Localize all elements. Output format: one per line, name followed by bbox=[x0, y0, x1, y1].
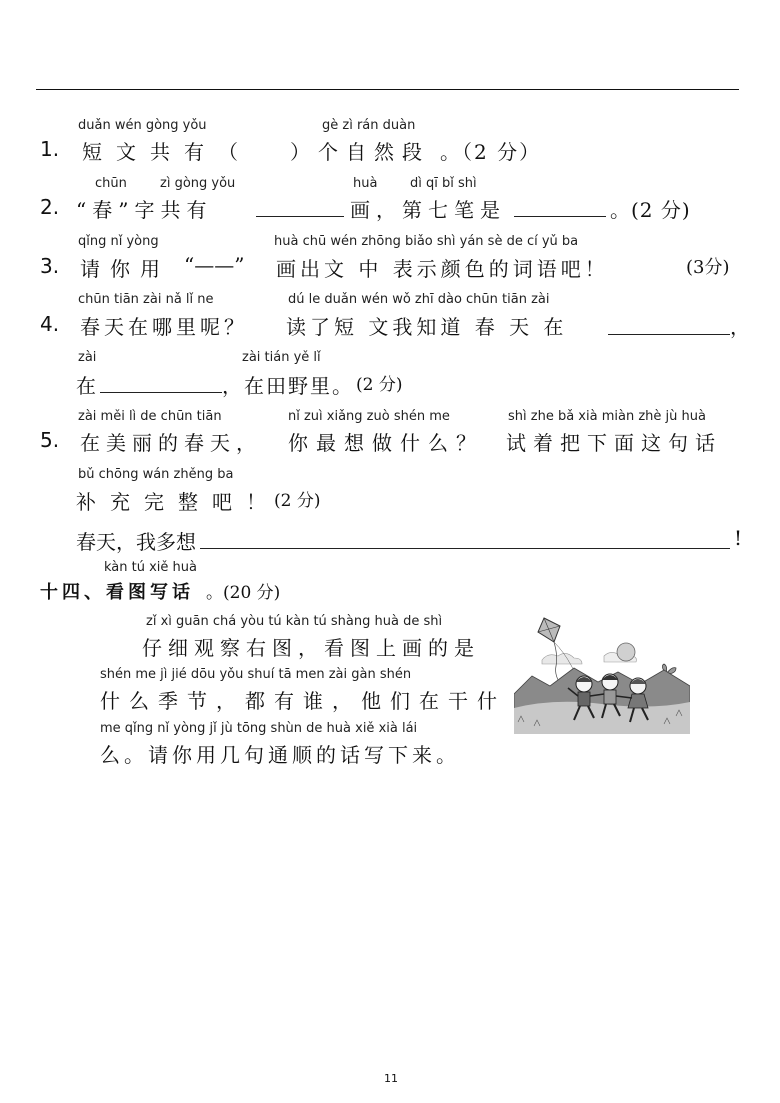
q5-pinyin-b: nǐ zuì xiǎng zuò shén me bbox=[288, 409, 450, 424]
q2-text-a: “春”字共有 bbox=[76, 198, 213, 222]
q5-pinyin-a: zài měi lì de chūn tiān bbox=[78, 409, 222, 424]
spring-kite-illustration bbox=[514, 612, 690, 734]
q2-text-b: 画，第七笔是 bbox=[350, 198, 506, 222]
q4-number: 4. bbox=[40, 312, 60, 336]
q4-blank-1[interactable] bbox=[608, 316, 730, 339]
q2-number: 2. bbox=[40, 195, 60, 219]
q2-pinyin-c: huà bbox=[353, 176, 378, 191]
q2-pinyin-d: dì qī bǐ shì bbox=[410, 176, 477, 191]
q5-answer-suffix: ! bbox=[734, 526, 743, 550]
q2-blank-seventh-stroke[interactable] bbox=[514, 198, 606, 221]
q4-blank-2[interactable] bbox=[100, 374, 222, 397]
q3-score: (3分) bbox=[686, 257, 730, 278]
q5-text-d: 补充完整吧！ bbox=[76, 490, 280, 514]
q1-text-b: ）个自然段 bbox=[290, 140, 430, 164]
q3-text-b: 画出文 中 表示颜色的词语吧！ bbox=[276, 257, 609, 281]
q2-score: 。(2 分) bbox=[610, 198, 691, 222]
page-number: 11 bbox=[384, 1072, 398, 1085]
q1-score: 。（2 分） bbox=[440, 140, 542, 164]
q4-text-a: 春天在哪里呢？ bbox=[80, 315, 248, 339]
q4-text-d: ，在田野里。 bbox=[222, 374, 354, 398]
q5-pinyin-c: shì zhe bǎ xià miàn zhè jù huà bbox=[508, 409, 706, 424]
q5-pinyin-d: bǔ chōng wán zhěng ba bbox=[78, 467, 234, 482]
q1-pinyin-b: gè zì rán duàn bbox=[322, 118, 416, 133]
q2-pinyin-a: chūn bbox=[95, 176, 127, 191]
q1-text-a: 短文共有（ bbox=[82, 140, 252, 164]
q4-text-b: 读了短 文我知道 春 天 在 bbox=[286, 315, 568, 339]
s14-line2: 什么季节，都有谁，他们在干什 bbox=[100, 689, 506, 713]
s14-line2-pinyin: shén me jì jié dōu yǒu shuí tā men zài gàn shén bbox=[100, 667, 412, 682]
s14-line3: 么。请你用几句通顺的话写下来。 bbox=[100, 743, 460, 767]
q4-pinyin-b: dú le duǎn wén wǒ zhī dào chūn tiān zài bbox=[288, 292, 550, 307]
q1-pinyin-a: duǎn wén gòng yǒu bbox=[78, 118, 207, 133]
q5-answer-prefix: 春天，我多想 bbox=[76, 530, 196, 554]
q2-pinyin-b: zì gòng yǒu bbox=[160, 176, 236, 191]
q5-text-a: 在美丽的春天， bbox=[80, 431, 262, 455]
q4-pinyin-a: chūn tiān zài nǎ lǐ ne bbox=[78, 292, 214, 307]
q3-pinyin-a: qǐng nǐ yòng bbox=[78, 234, 159, 249]
q3-text-a: 请你用 bbox=[80, 257, 170, 281]
q3-number: 3. bbox=[40, 254, 60, 278]
q5-number: 5. bbox=[40, 428, 60, 452]
s14-line1-pinyin: zǐ xì guān chá yòu tú kàn tú shàng huà de shì bbox=[146, 614, 443, 629]
top-rule bbox=[36, 89, 739, 90]
q4-pinyin-d: zài tián yě lǐ bbox=[242, 350, 321, 365]
s14-score: 。(20 分) bbox=[206, 583, 281, 603]
s14-pinyin: kàn tú xiě huà bbox=[104, 560, 197, 575]
q4-score: (2 分) bbox=[356, 375, 403, 395]
q4-text-c: 在 bbox=[76, 374, 102, 398]
q3-quote-mark: “——” bbox=[184, 253, 245, 277]
q2-blank-strokes[interactable] bbox=[256, 198, 344, 221]
q3-pinyin-b: huà chū wén zhōng biǎo shì yán sè de cí yǔ ba bbox=[274, 234, 579, 249]
q5-score: (2 分) bbox=[274, 491, 321, 511]
q4-comma: ， bbox=[730, 315, 750, 339]
q1-number: 1. bbox=[40, 137, 60, 161]
s14-line1: 仔细观察右图，看图上画的是 bbox=[142, 636, 480, 660]
q5-answer-line[interactable] bbox=[200, 530, 730, 553]
q5-text-c: 试着把下面这句话 bbox=[506, 431, 722, 455]
q5-text-b: 你最想做什么？ bbox=[288, 431, 484, 455]
s14-line3-pinyin: me qǐng nǐ yòng jǐ jù tōng shùn de huà xiě xià lái bbox=[100, 721, 418, 736]
s14-title: 十四、看图写话 bbox=[40, 582, 194, 603]
q4-pinyin-c: zài bbox=[78, 350, 97, 365]
